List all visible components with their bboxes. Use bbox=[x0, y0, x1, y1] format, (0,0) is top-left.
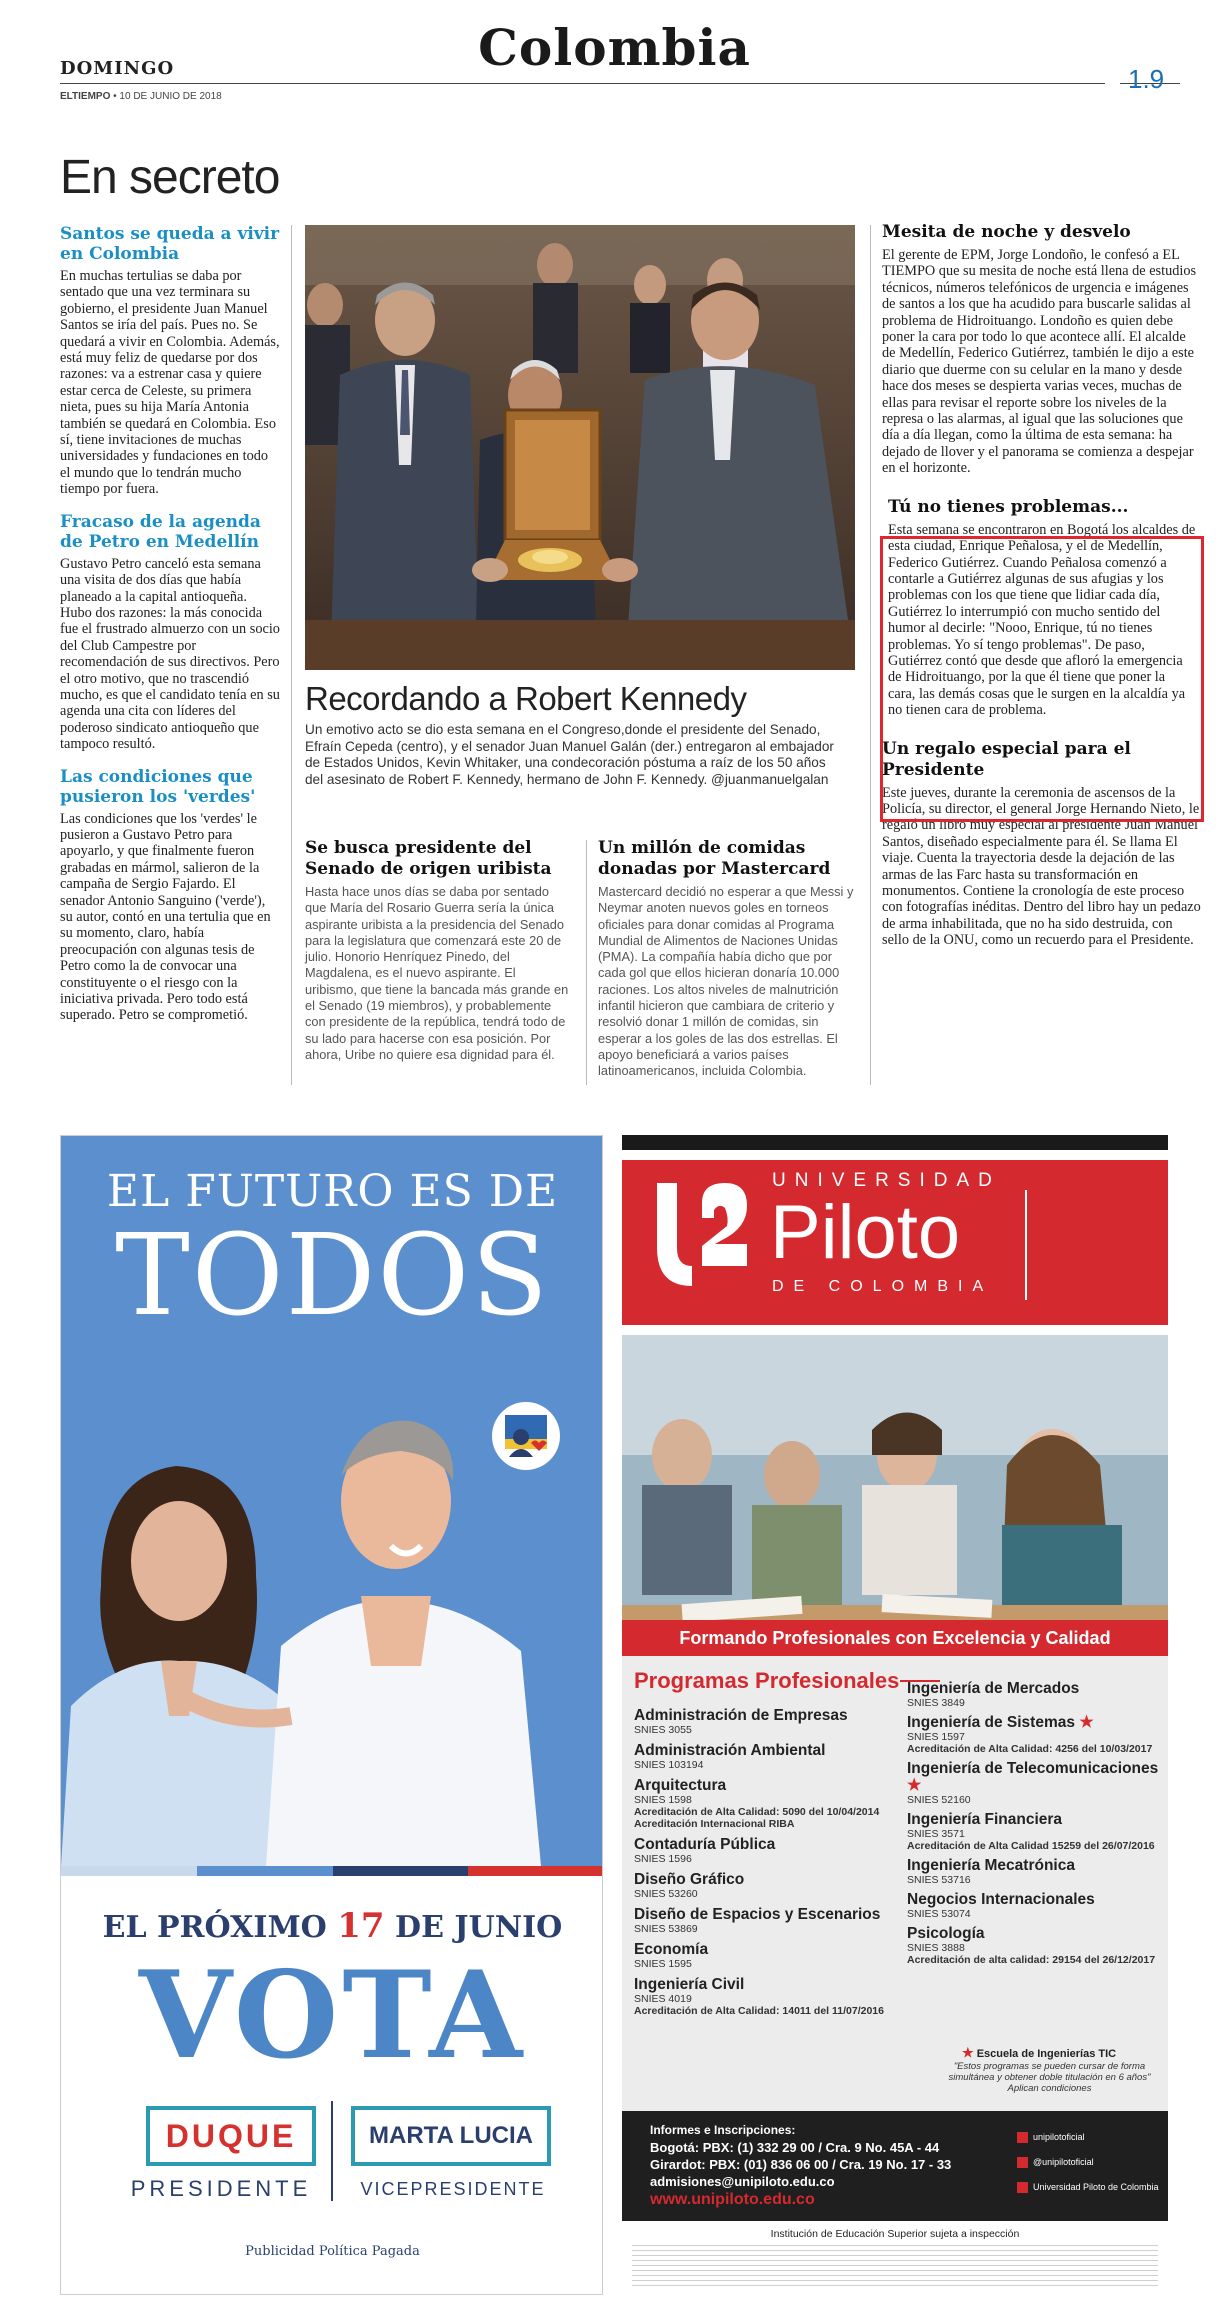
programs-title: Programas Profesionales bbox=[634, 1668, 900, 1693]
program-snies: SNIES 103194 bbox=[634, 1759, 704, 1771]
program-item bbox=[634, 1707, 899, 1736]
publication-line bbox=[60, 91, 222, 102]
program-snies: SNIES 3571 bbox=[907, 1828, 965, 1840]
program-item bbox=[634, 1836, 899, 1865]
article-title: Un millón de comidas donadas por Mastercard bbox=[598, 838, 831, 879]
date-prefix: EL PRÓXIMO bbox=[102, 1910, 327, 1945]
left-column bbox=[60, 224, 280, 1038]
role-presidente: PRESIDENTE bbox=[130, 2176, 312, 2201]
role-vicepresidente: VICEPRESIDENTE bbox=[360, 2179, 546, 2199]
section-title: Colombia bbox=[478, 18, 751, 77]
contact-girardot: Girardot: PBX: (01) 836 06 00 / Cra. 19 No. 17 - 33 bbox=[650, 2157, 952, 2172]
program-name bbox=[907, 1760, 1165, 1794]
highlight-box bbox=[880, 536, 1204, 822]
program-name: Ingeniería Mecatrónica bbox=[907, 1857, 1075, 1874]
article-title: Tú no tienes problemas... bbox=[888, 496, 1129, 517]
contact-title: Informes e Inscripciones: bbox=[650, 2123, 796, 2137]
article-title: Mesita de noche y desvelo bbox=[882, 222, 1131, 242]
program-name: Diseño Gráfico bbox=[634, 1871, 745, 1888]
article-body: Este jueves, durante la ceremonia de ascensos de la Policía, su director, el general Jorge Hernando Nieto, le regaló un libro muy especial al presidente Juan Manuel Santos, diseñado especialmente para él. Se llama El viaje. Cuenta la trayectoria desde la dejación de las armas de las Farc hasta su transformación en monumentos. Contiene la cronología de este proceso con fotografías inéditas. Dentro del libro hay un pedazo de arma inhabilitada, que no ha sido destruida, con sello de la ONU, como un recuerdo para el Presidente. bbox=[882, 784, 1201, 949]
slogan-line2: TODOS bbox=[115, 1211, 550, 1341]
election-date bbox=[61, 1906, 603, 1946]
program-name: Arquitectura bbox=[634, 1777, 727, 1794]
photo-caption-text: Un emotivo acto se dio esta semana en el Congreso,donde el presidente del Senado, Efraín Cepeda (centro), y el senador Juan Manuel Galán (der.) entregaron al embajador de Estados Unidos, Kevin Whitaker, una condecoración póstuma a raíz de los 50 años del asesinato de Robert F. Kennedy, hermano de John F. Kennedy. @juanmanuelgalan bbox=[305, 722, 834, 787]
program-name: Ingeniería de Mercados bbox=[907, 1680, 1080, 1697]
article-body: Esta semana se encontraron en Bogotá los alcaldes de esta ciudad, Enrique Peñalosa, y el de Medellín, Federico Gutiérrez. Cuando Peñalosa comenzó a contarle a Gutiérrez algunas de sus afugias y los problemas con los que tiene que lidiar cada día, Gutiérrez lo interrumpió con mucho sentido del humor al decirle: "Nooo, Enrique, tú no tienes problemas. Yo sí tengo problemas". De paso, Gutiérrez contó que desde que afloró la emergencia de Hidroituango, por la que él tiene que poner la cara, las demás cosas que le surgen en la alcaldía ya no tienen cara de problema. bbox=[888, 521, 1196, 719]
page-number: 1.9 bbox=[1128, 64, 1165, 94]
tic-note: "Estos programas se pueden cursar de forma simultánea y obtener doble titulación en 6 años" Aplican condiciones bbox=[948, 2061, 1151, 2094]
logo-banner bbox=[622, 1160, 1168, 1325]
program-snies: SNIES 52160 bbox=[907, 1794, 971, 1806]
social-instagram-label: unipilotoficial bbox=[1033, 2132, 1085, 2142]
article-title: Santos se queda a vivir en Colombia bbox=[60, 224, 280, 264]
logo-divider bbox=[1025, 1190, 1027, 1300]
legal-title: Institución de Educación Superior sujeta a inspección bbox=[770, 2228, 1020, 2240]
program-name-text: Ingeniería de Telecomunicaciones bbox=[907, 1760, 1159, 1777]
piloto-logo-icon bbox=[647, 1178, 757, 1298]
article-title: Las condiciones que pusieron los 'verdes' bbox=[60, 766, 256, 807]
program-item bbox=[634, 1941, 899, 1970]
contact-email[interactable]: admisiones@unipiloto.edu.co bbox=[650, 2174, 835, 2189]
program-accreditation: Acreditación de Alta Calidad: 14011 del 11/07/2016 bbox=[634, 2005, 884, 2017]
twitter-icon bbox=[1017, 2157, 1028, 2168]
article-body: El gerente de EPM, Jorge Londoño, le confesó a EL TIEMPO que su mesita de noche está llena de estudios técnicos, números telefónicos de urgencia e imágenes de santos a los que ha acudido para buscarle salidas al problema de Hidroituango. Londoño es quien debe poner la cara por todo lo que acontece allí. El alcalde de Medellín, Federico Gutiérrez, también le dijo a este diario que duerme con su celular en la mano y desde hace dos meses se despierta varias veces, muchas de ellas para revisar el reporte sobre los niveles de la represa o las alarmas, al igual que las soluciones que día a día llegan, como la última de esta semana: ha dejado de llover y el panorama se comienza a despejar en el horizonte. bbox=[882, 247, 1197, 477]
social-twitter[interactable] bbox=[1017, 2150, 1159, 2175]
program-name bbox=[907, 1714, 1165, 1731]
program-snies: SNIES 3055 bbox=[634, 1724, 692, 1736]
logo-main-text: Piloto bbox=[770, 1190, 961, 1275]
middle-column-senado bbox=[305, 838, 570, 1063]
column-title: En secreto bbox=[60, 151, 280, 204]
tic-school-label: Escuela de Ingenierías TIC bbox=[976, 2048, 1117, 2060]
facebook-icon bbox=[1017, 2182, 1028, 2193]
program-name: Ingeniería Civil bbox=[634, 1976, 745, 1993]
social-twitter-label: @unipilotoficial bbox=[1033, 2157, 1094, 2167]
program-snies: SNIES 1595 bbox=[634, 1958, 692, 1970]
publication-date: • 10 DE JUNIO DE 2018 bbox=[113, 91, 222, 102]
star-icon: ★ bbox=[907, 1777, 922, 1794]
kennedy-ceremony-photo bbox=[305, 225, 855, 670]
article-body: Gustavo Petro canceló esta semana una visita de dos días que había planeado a la capital antioqueña. Hubo dos razones: la más conocida fue el frustrado almuerzo con un socio del Club Campestre por recomendación de sus directivos. Pero el otro motivo, que no trascendió mucho, es que el candidato tenía en su agenda una cita con líderes del poderoso sindicato antioqueño que tampoco resultó. bbox=[60, 555, 280, 753]
date-suffix: DE JUNIO bbox=[395, 1910, 563, 1945]
program-item bbox=[907, 1857, 1165, 1886]
program-item bbox=[634, 1906, 899, 1935]
program-name: Negocios Internacionales bbox=[907, 1891, 1095, 1908]
social-instagram[interactable] bbox=[1017, 2125, 1159, 2150]
article-body: Las condiciones que los 'verdes' le pusieron a Gustavo Petro para apoyarlo, y que finalmente fueron grabadas en mármol, salieron de la campaña de Sergio Fajardo. El senador Antonio Sanguino ('verde'), su autor, contó en una tertulia que en su momento, claro, había preocupación con algunas tesis de Petro como la de convocar una constituyente o el riesgo con la iniciativa privada. Pero todo está superado. Petro se comprometió. bbox=[60, 810, 271, 1024]
candidate-box-marta: MARTA LUCIA bbox=[351, 2106, 551, 2166]
program-item bbox=[634, 1871, 899, 1900]
students-photo bbox=[622, 1335, 1168, 1665]
program-item bbox=[907, 1925, 1165, 1966]
social-links bbox=[1017, 2125, 1159, 2200]
program-item bbox=[907, 1891, 1165, 1920]
weekday: DOMINGO bbox=[60, 58, 175, 79]
column-divider bbox=[586, 840, 587, 1085]
star-icon: ★ bbox=[962, 2045, 974, 2060]
programs-list-right bbox=[907, 1680, 1165, 1971]
article-title: Se busca presidente del Senado de origen uribista bbox=[305, 838, 552, 879]
program-name: Economía bbox=[634, 1941, 709, 1958]
legal-fine-print bbox=[632, 2245, 1158, 2290]
instagram-icon bbox=[1017, 2132, 1028, 2143]
contact-bogota: Bogotá: PBX: (1) 332 29 00 / Cra. 9 No. 45A - 44 bbox=[650, 2140, 940, 2155]
logo-bottom-text: DE COLOMBIA bbox=[772, 1278, 994, 1295]
column-divider bbox=[291, 225, 292, 1085]
paper-name: ELTIEMPO bbox=[60, 91, 111, 102]
program-name: Diseño de Espacios y Escenarios bbox=[634, 1906, 881, 1923]
program-snies: SNIES 53260 bbox=[634, 1888, 698, 1900]
program-snies: SNIES 53716 bbox=[907, 1874, 971, 1886]
program-snies: SNIES 1598 bbox=[634, 1794, 692, 1806]
unipiloto-ad bbox=[622, 1135, 1168, 2295]
program-item bbox=[634, 1777, 899, 1830]
star-icon: ★ bbox=[1079, 1714, 1094, 1731]
program-item bbox=[907, 1714, 1165, 1755]
candidate-divider bbox=[331, 2101, 333, 2201]
program-name: Contaduría Pública bbox=[634, 1836, 776, 1853]
article-body: En muchas tertulias se daba por sentado que una vez terminara su gobierno, el presidente Juan Manuel Santos se iría del país. Pues no. Se quedará a vivir en Colombia. Además, está muy feliz de quedarse por dos razones: va a estrenar casa y quiere estar cerca de Celeste, su primera nieta, pues su hija María Antonia también se quedará en Colombia. Eso sí, tiene invitaciones de muchas universidades y fundaciones en todo el mundo que lo tendrán mucho tiempo por fuera. bbox=[60, 268, 280, 498]
color-stripe bbox=[61, 1866, 603, 1876]
program-name: Ingeniería Financiera bbox=[907, 1811, 1063, 1828]
date-day: 17 bbox=[337, 1906, 385, 1946]
program-item bbox=[907, 1811, 1165, 1852]
vote-word: VOTA bbox=[138, 1945, 527, 2086]
program-name: Administración Ambiental bbox=[634, 1742, 826, 1759]
photo-caption-title: Recordando a Robert Kennedy bbox=[305, 680, 747, 717]
social-facebook[interactable] bbox=[1017, 2175, 1159, 2200]
program-snies: SNIES 1596 bbox=[634, 1853, 692, 1865]
program-item bbox=[634, 1976, 899, 2017]
article-body: Mastercard decidió no esperar a que Messi y Neymar anoten nuevos goles en torneos oficiales para donar comidas al Programa Mundial de Alimentos de Naciones Unidas (PMA). La compañía había dicho que por cada gol que ellos hicieran donaría 10.000 raciones. Los altos niveles de malnutrición infantil hicieron que cambiara de criterio y resolvió donar 1 millón de comidas, sin esperar a los goles de las dos estrellas. El apoyo beneficiará a varios países latinoamericanos, incluida Colombia. bbox=[598, 884, 854, 1079]
program-item bbox=[907, 1680, 1165, 1709]
program-snies: SNIES 1597 bbox=[907, 1731, 965, 1743]
duque-campaign-ad bbox=[60, 1135, 603, 2295]
middle-column-mastercard bbox=[598, 838, 863, 1080]
program-name: Administración de Empresas bbox=[634, 1707, 848, 1724]
photo-illustration bbox=[305, 225, 855, 670]
header-rule bbox=[60, 83, 1105, 84]
program-name: Psicología bbox=[907, 1925, 985, 1942]
candidates-photo bbox=[61, 1386, 603, 1866]
article-title: Fracaso de la agenda de Petro en Medellín bbox=[60, 511, 261, 552]
column-divider bbox=[870, 225, 871, 1085]
social-facebook-label: Universidad Piloto de Colombia bbox=[1033, 2182, 1159, 2192]
candidate-box-duque: DUQUE bbox=[146, 2106, 316, 2166]
program-accreditation: Acreditación de alta calidad: 29154 del 26/12/2017 bbox=[907, 1954, 1156, 1966]
top-black-bar bbox=[622, 1135, 1168, 1150]
program-item bbox=[634, 1742, 899, 1771]
program-snies: SNIES 3849 bbox=[907, 1697, 965, 1709]
program-snies: SNIES 53074 bbox=[907, 1908, 971, 1920]
paid-political-ad-note: Publicidad Política Pagada bbox=[245, 2244, 420, 2259]
program-snies: SNIES 4019 bbox=[634, 1993, 692, 2005]
tic-school bbox=[962, 2045, 1116, 2061]
contact-website[interactable]: www.unipiloto.edu.co bbox=[650, 2191, 815, 2208]
program-accreditation: Acreditación de Alta Calidad 15259 del 26/07/2016 bbox=[907, 1840, 1155, 1852]
program-accreditation: Acreditación de Alta Calidad: 5090 del 10/04/2014 Acreditación Internacional RIBA bbox=[634, 1806, 880, 1830]
program-accreditation: Acreditación de Alta Calidad: 4256 del 10/03/2017 bbox=[907, 1743, 1153, 1755]
article-body: Hasta hace unos días se daba por sentado que María del Rosario Guerra sería la única aspirante uribista a la presidencia del Senado para la legislatura que comenzará este 20 de julio. Honorio Henríquez Pinedo, del Magdalena, es el nuevo aspirante. El uribismo, que tiene la bancada más grande en el Senado (19 miembros), y probablemente con presidente de la república, tendrá todo de su lado para hacerse con esa posición. Por ahora, Uribe no quiere esa dignidad para él. bbox=[305, 884, 569, 1062]
program-item bbox=[907, 1760, 1165, 1806]
tagline-banner: Formando Profesionales con Excelencia y Calidad bbox=[622, 1620, 1168, 1656]
article-title: Un regalo especial para el Presidente bbox=[882, 738, 1131, 780]
slogan-line1: EL FUTURO ES DE bbox=[106, 1166, 559, 1217]
program-snies: SNIES 3888 bbox=[907, 1942, 965, 1954]
programs-list-left bbox=[634, 1707, 899, 2023]
program-snies: SNIES 53869 bbox=[634, 1923, 698, 1935]
program-name-text: Ingeniería de Sistemas bbox=[907, 1714, 1075, 1731]
logo-top-text: UNIVERSIDAD bbox=[772, 1170, 1001, 1191]
